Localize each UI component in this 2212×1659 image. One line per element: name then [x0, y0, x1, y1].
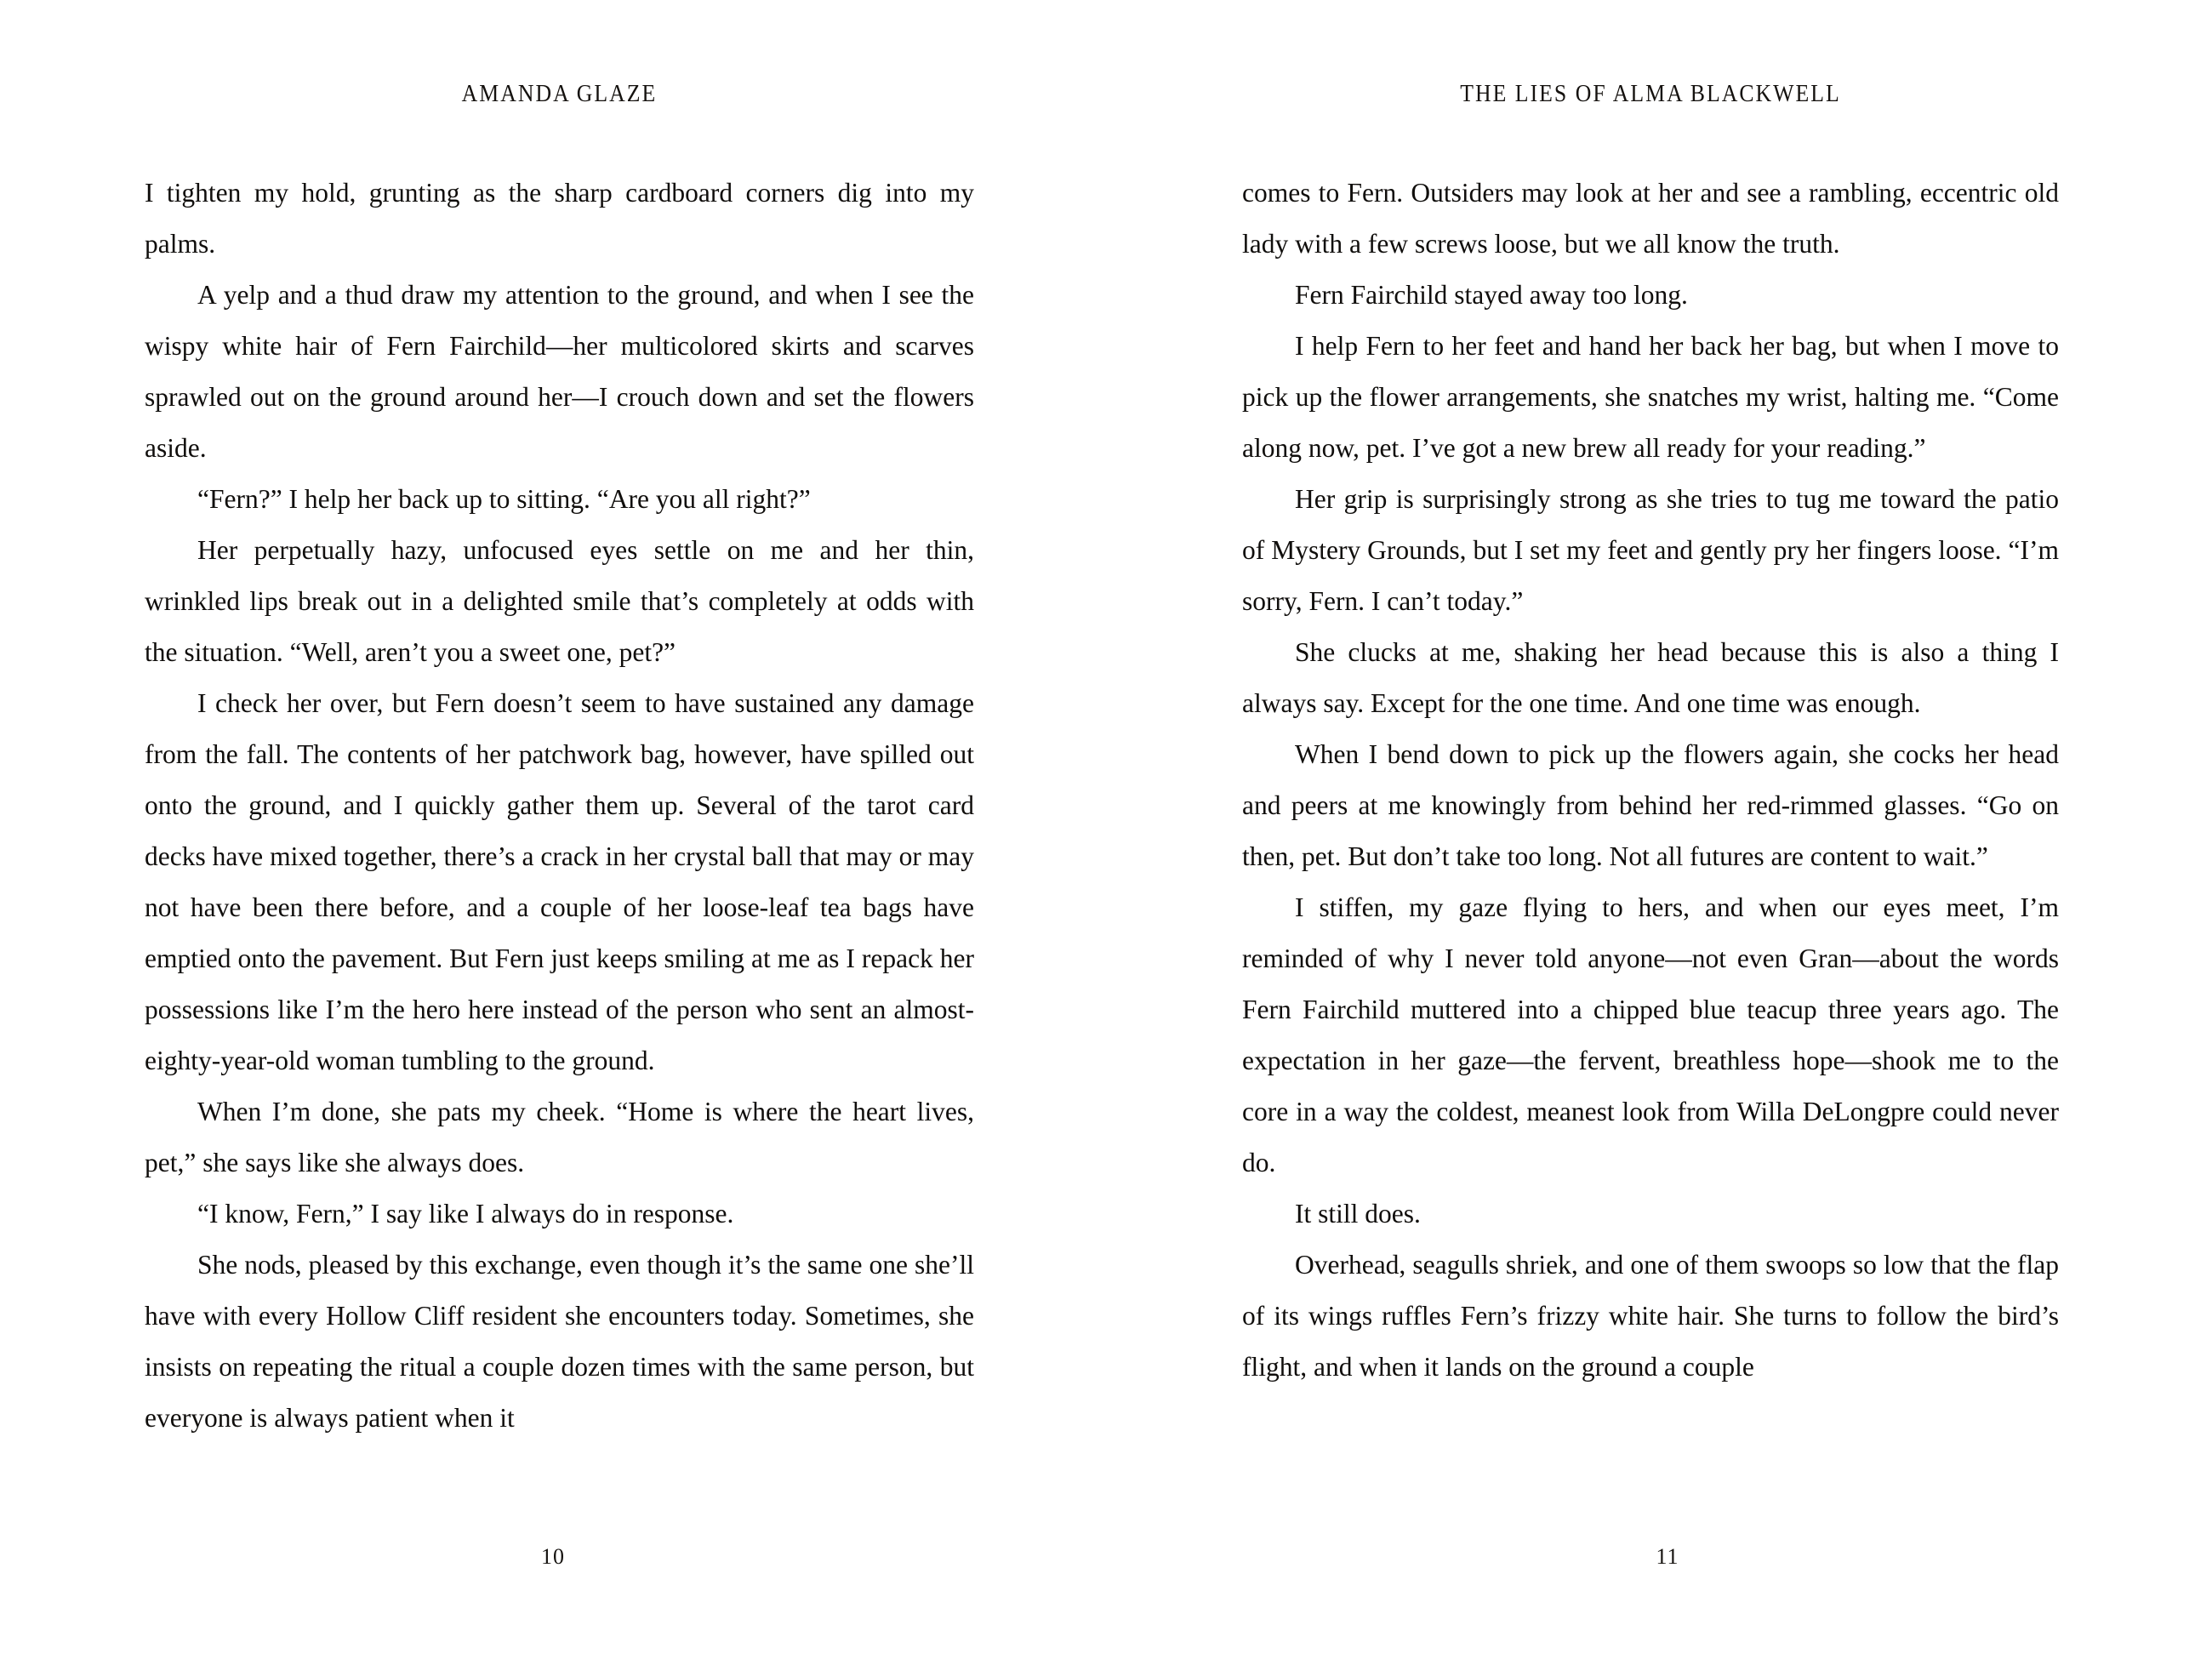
paragraph: Fern Fairchild stayed away too long. [1295, 280, 1688, 310]
paragraph: Overhead, seagulls shriek, and one of them swoops so low that the flap of its wings ruffles Fern’s frizzy white hair. She turns to follow the bird’s flight, and when it lands on the ground a couple [1242, 1250, 2059, 1382]
paragraph: When I’m done, she pats my cheek. “Home is where the heart lives, pet,” she says like she always does. [145, 1097, 974, 1177]
paragraph: “Fern?” I help her back up to sitting. “Are you all right?” [197, 484, 811, 514]
page-right-body [1242, 168, 2059, 1393]
paragraph: She nods, pleased by this exchange, even though it’s the same one she’ll have with every Hollow Cliff resident she encounters today. Sometimes, she insists on repeating the ritual a couple dozen times with the same person, but everyone is always patient when it [145, 1250, 974, 1433]
paragraph: “I know, Fern,” I say like I always do in response. [197, 1199, 734, 1229]
page-right [1106, 0, 2212, 1659]
page-number-left: 10 [541, 1544, 565, 1569]
paragraph: I tighten my hold, grunting as the sharp cardboard corners dig into my palms. [145, 178, 974, 259]
page-number-right: 11 [1656, 1544, 1679, 1569]
running-head-title: THE LIES OF ALMA BLACKWELL [1460, 81, 1841, 107]
paragraph: She clucks at me, shaking her head because this is also a thing I always say. Except for the one time. And one time was enough. [1242, 637, 2059, 718]
paragraph: I check her over, but Fern doesn’t seem to have sustained any damage from the fall. The contents of her patchwork bag, however, have spilled out onto the ground, and I quickly gather them up. Several of the tarot card decks have mixed together, there’s a crack in her crystal ball that may or may not have been there before, and a couple of her loose-leaf tea bags have emptied onto the pavement. But Fern just keeps smiling at me as I repack her possessions like I’m the hero here instead of the person who sent an almost-eighty-year-old woman tumbling to the ground. [145, 688, 974, 1075]
paragraph: comes to Fern. Outsiders may look at her and see a rambling, eccentric old lady with a few screws loose, but we all know the truth. [1242, 178, 2059, 259]
paragraph: It still does. [1295, 1199, 1421, 1229]
paragraph: When I bend down to pick up the flowers again, she cocks her head and peers at me knowingly from behind her red-rimmed glasses. “Go on then, pet. But don’t take too long. Not all futures are content to wait.” [1242, 739, 2059, 871]
page-left-body [145, 168, 974, 1444]
paragraph: I help Fern to her feet and hand her back her bag, but when I move to pick up the flower arrangements, she snatches my wrist, halting me. “Come along now, pet. I’ve got a new brew all ready for your reading.” [1242, 331, 2059, 463]
paragraph: A yelp and a thud draw my attention to the ground, and when I see the wispy white hair of Fern Fairchild—her multicolored skirts and scarves sprawled out on the ground around her—I crouch down and set the flowers aside. [145, 280, 974, 463]
running-head-author: AMANDA GLAZE [461, 81, 658, 107]
paragraph: Her perpetually hazy, unfocused eyes settle on me and her thin, wrinkled lips break out in a delighted smile that’s completely at odds with the situation. “Well, aren’t you a sweet one, pet?” [145, 535, 974, 667]
paragraph: I stiffen, my gaze flying to hers, and when our eyes meet, I’m reminded of why I never told anyone—not even Gran—about the words Fern Fairchild muttered into a chipped blue teacup three years ago. The expectation in her gaze—the fervent, breathless hope—shook me to the core in a way the coldest, meanest look from Willa DeLongpre could never do. [1242, 892, 2059, 1177]
paragraph: Her grip is surprisingly strong as she tries to tug me toward the patio of Mystery Grounds, but I set my feet and gently pry her fingers loose. “I’m sorry, Fern. I can’t today.” [1242, 484, 2059, 616]
